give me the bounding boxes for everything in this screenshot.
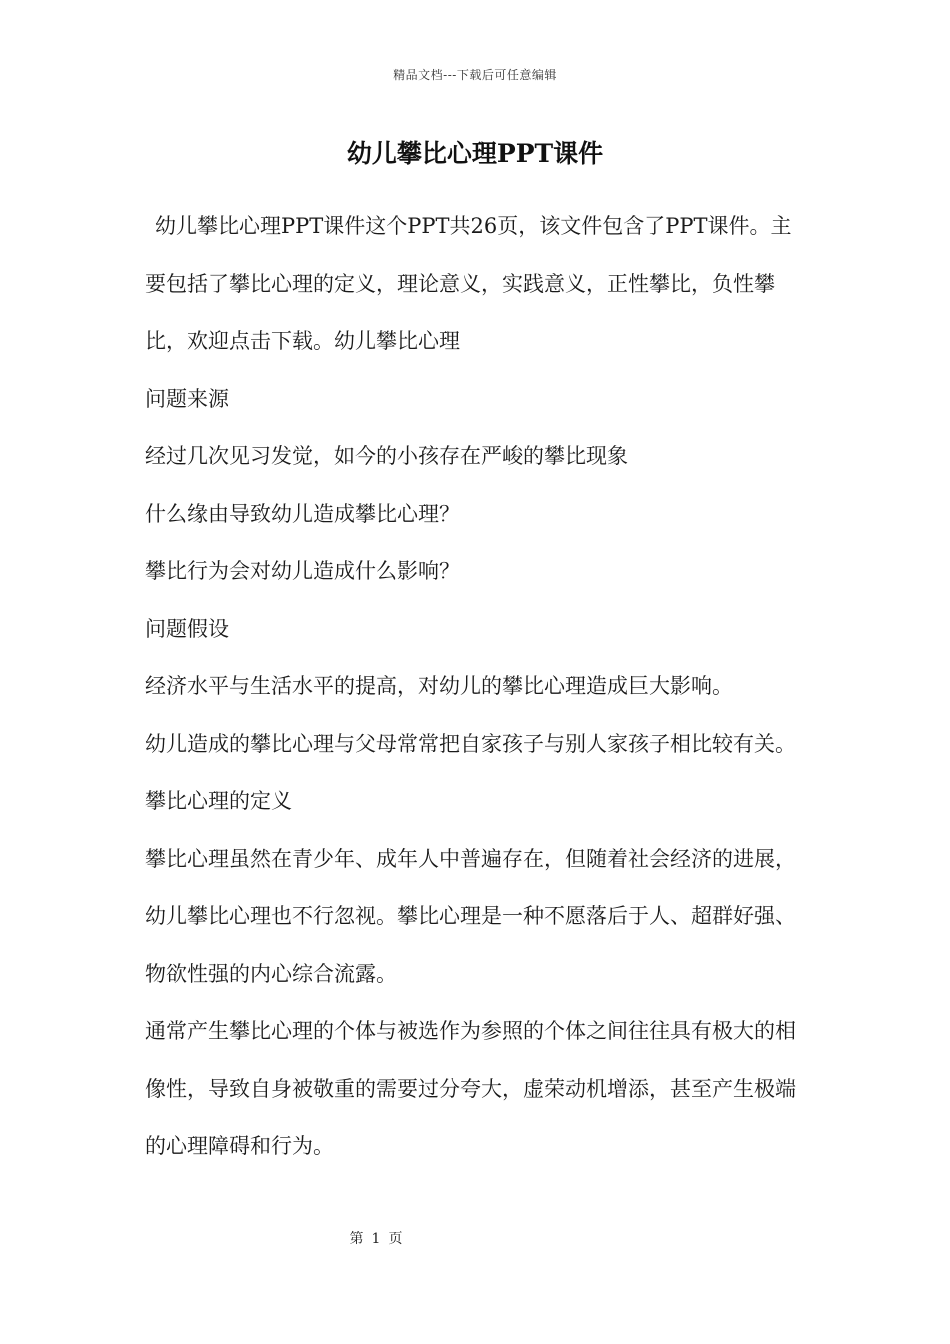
- intro-paragraph: 幼儿攀比心理PPT课件这个PPT共26页，该文件包含了PPT课件。主要包括了攀比心理的定义，理论意义，实践意义，正性攀比，负性攀比，欢迎点击下载。幼儿攀比心理: [145, 214, 792, 353]
- paragraph: 攀比心理虽然在青少年、成年人中普遍存在，但随着社会经济的进展，幼儿攀比心理也不行忽视。攀比心理是一种不愿落后于人、超群好强、物欲性强的内心综合流露。: [145, 846, 796, 986]
- section-heading-problem-source: 问题来源: [145, 386, 229, 411]
- paragraph: 幼儿造成的攀比心理与父母常常把自家孩子与别人家孩子相比较有关。: [145, 731, 796, 756]
- section-heading-hypothesis: 问题假设: [145, 616, 229, 641]
- document-body: [145, 198, 810, 1176]
- page-header: 精品文档---下载后可任意编辑: [393, 68, 557, 82]
- paragraph: 经过几次见习发觉，如今的小孩存在严峻的攀比现象: [145, 444, 628, 468]
- page-footer: [0, 1228, 752, 1248]
- paragraph: 经济水平与生活水平的提高，对幼儿的攀比心理造成巨大影响。: [145, 674, 733, 698]
- page-number: 1: [371, 1231, 381, 1247]
- paragraph: 攀比行为会对幼儿造成什么影响？: [145, 559, 460, 583]
- page-number-prefix: 第: [349, 1231, 364, 1247]
- section-heading-definition: 攀比心理的定义: [145, 789, 292, 813]
- page-number-suffix: 页: [388, 1231, 403, 1247]
- document-title: 幼儿攀比心理PPT课件: [346, 139, 604, 168]
- paragraph: 什么缘由导致幼儿造成攀比心理？: [145, 501, 460, 526]
- paragraph: 通常产生攀比心理的个体与被选作为参照的个体之间往往具有极大的相像性，导致自身被敬重的需要过分夸大，虚荣动机增添，甚至产生极端的心理障碍和行为。: [145, 1019, 796, 1158]
